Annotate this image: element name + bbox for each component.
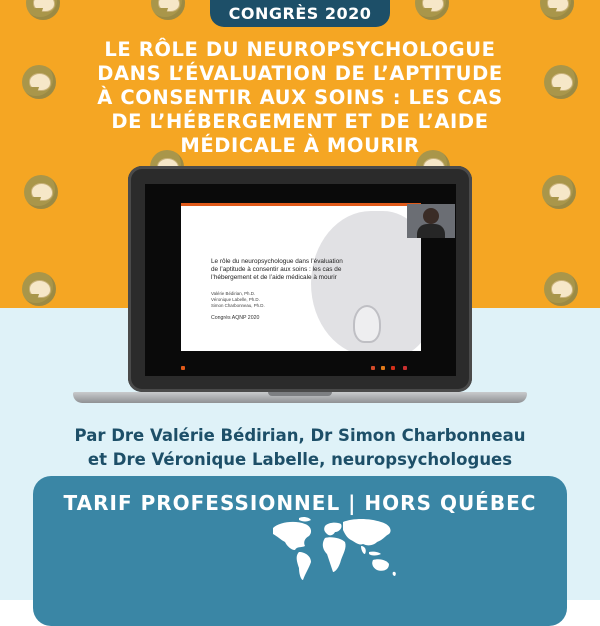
taskbar-icon	[391, 366, 395, 370]
authors-credit	[20, 424, 580, 472]
webcam-person-head	[423, 208, 439, 224]
tarif-label: TARIF PROFESSIONNEL | HORS QUÉBEC	[63, 491, 537, 515]
title-line: À CONSENTIR AUX SOINS : LES CAS	[97, 86, 503, 109]
slide-author: Simon Charbonneau, Ph.D.	[211, 302, 265, 308]
slide-footer: Congrès AQNP 2020	[211, 314, 260, 321]
taskbar-icon	[403, 366, 407, 370]
taskbar	[181, 365, 421, 371]
brain-icon	[22, 65, 56, 99]
slide-text	[211, 258, 391, 321]
taskbar-icon	[371, 366, 375, 370]
slide-author: Valérie Bédirian, Ph.D.	[211, 290, 256, 296]
congres-badge: CONGRÈS 2020	[210, 0, 390, 27]
taskbar-icon	[381, 366, 385, 370]
slide-title-line: Le rôle du neuropsychologue dans l’évaluation	[211, 258, 343, 265]
brain-icon	[542, 175, 576, 209]
title-line: DE L’HÉBERGEMENT ET DE L’AIDE	[111, 110, 489, 133]
slide-authors	[211, 291, 391, 309]
webcam-person-body	[417, 224, 445, 238]
slide-title-line: de l’aptitude à consentir aux soins : les cas de	[211, 266, 342, 274]
brain-icon	[544, 65, 578, 99]
title-line: MÉDICALE À MOURIR	[180, 134, 420, 157]
page-title	[60, 38, 540, 158]
slide-author: Véronique Labelle, Ph.D.	[211, 296, 260, 302]
brain-icon	[544, 272, 578, 306]
authors-line: Par Dre Valérie Bédirian, Dr Simon Charbonneau	[74, 426, 526, 445]
laptop-screen	[145, 184, 456, 376]
webcam-thumbnail	[407, 204, 455, 238]
presentation-slide	[181, 206, 421, 351]
world-map-icon	[265, 516, 401, 584]
slide-title-line: l’hébergement et de l’aide médicale à mourir	[211, 274, 337, 282]
slide-title	[211, 258, 391, 283]
taskbar-icon	[181, 366, 185, 370]
title-line: LE RÔLE DU NEUROPSYCHOLOGUE	[104, 38, 496, 61]
brain-icon	[22, 272, 56, 306]
brain-icon	[24, 175, 58, 209]
authors-line: et Dre Véronique Labelle, neuropsychologues	[87, 450, 513, 469]
tarif-banner	[33, 476, 567, 626]
title-line: DANS L’ÉVALUATION DE L’APTITUDE	[97, 62, 503, 85]
laptop-notch	[268, 392, 332, 396]
